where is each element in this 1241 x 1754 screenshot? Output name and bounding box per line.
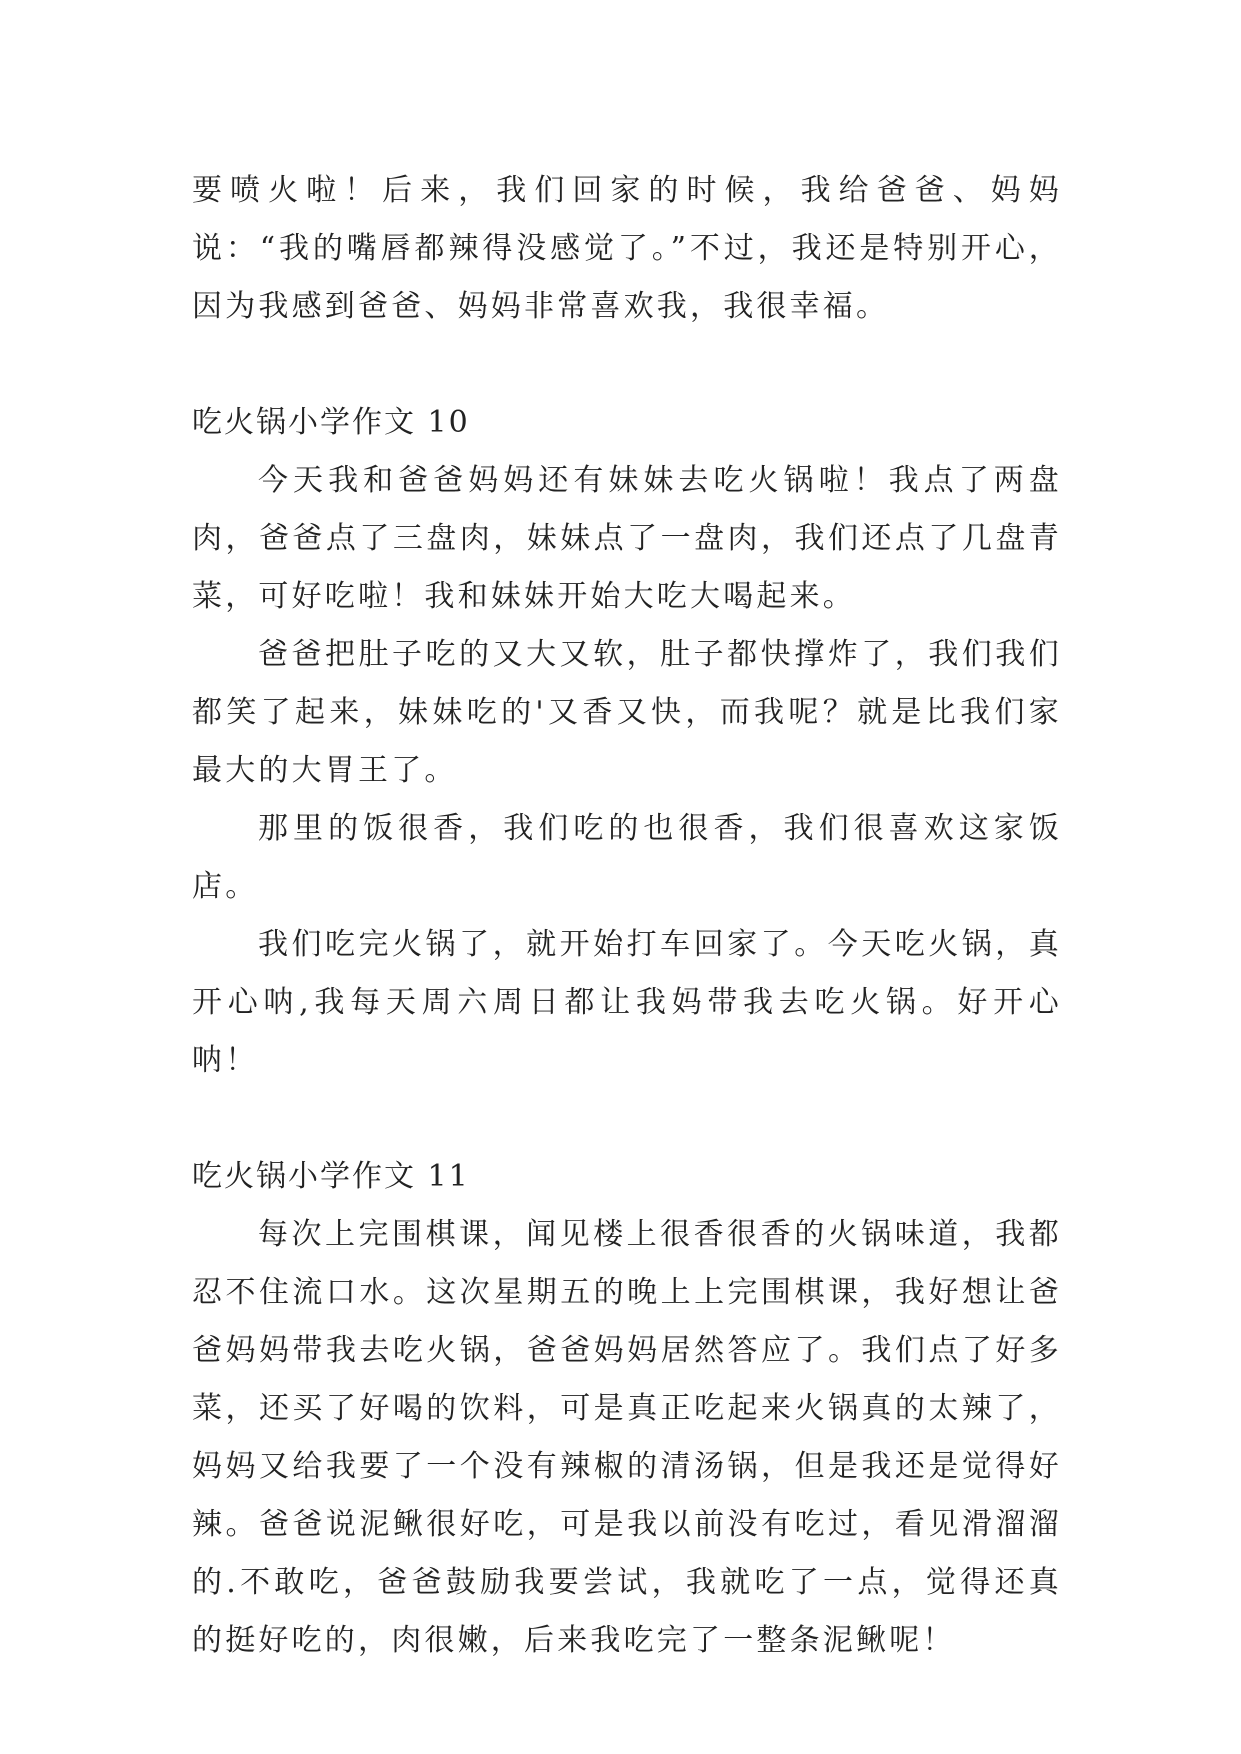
section-10-paragraph-2: 爸爸把肚子吃的又大又软，肚子都快撑炸了，我们我们都笑了起来，妹妹吃的'又香又快，而我呢？就是比我们家最大的大胃王了。: [192, 637, 1062, 788]
section-spacer: [192, 336, 1062, 394]
section-11-title: 吃火锅小学作文 11: [192, 1159, 470, 1194]
section-10-paragraph-1: 今天我和爸爸妈妈还有妹妹去吃火锅啦！我点了两盘肉，爸爸点了三盘肉，妹妹点了一盘肉，我们还点了几盘青菜，可好吃啦！我和妹妹开始大吃大喝起来。: [192, 463, 1062, 614]
section-11-paragraph-1: 每次上完围棋课，闻见楼上很香很香的火锅味道，我都忍不住流口水。这次星期五的晚上上完围棋课，我好想让爸爸妈妈带我去吃火锅，爸爸妈妈居然答应了。我们点了好多菜，还买了好喝的饮料，可是真正吃起来火锅真的太辣了，妈妈又给我要了一个没有辣椒的清汤锅，但是我还是觉得好辣。爸爸说泥鳅很好吃，可是我以前没有吃过，看见滑溜溜的.不敢吃，爸爸鼓励我要尝试，我就吃了一点，觉得还真的挺好吃的，肉很嫩，后来我吃完了一整条泥鳅呢！: [192, 1217, 1062, 1658]
section-10-paragraph-4: 我们吃完火锅了，就开始打车回家了。今天吃火锅，真开心呐,我每天周六周日都让我妈带我去吃火锅。好开心呐！: [192, 927, 1062, 1078]
section-spacer: [192, 1090, 1062, 1148]
intro-paragraph: 要喷火啦！后来，我们回家的时候，我给爸爸、妈妈说：“我的嘴唇都辣得没感觉了。”不过，我还是特别开心，因为我感到爸爸、妈妈非常喜欢我，我很幸福。: [192, 173, 1062, 324]
document-body: [192, 162, 1062, 1670]
section-10-paragraph-3: 那里的饭很香，我们吃的也很香，我们很喜欢这家饭店。: [192, 811, 1062, 904]
section-10-title: 吃火锅小学作文 10: [192, 405, 470, 440]
